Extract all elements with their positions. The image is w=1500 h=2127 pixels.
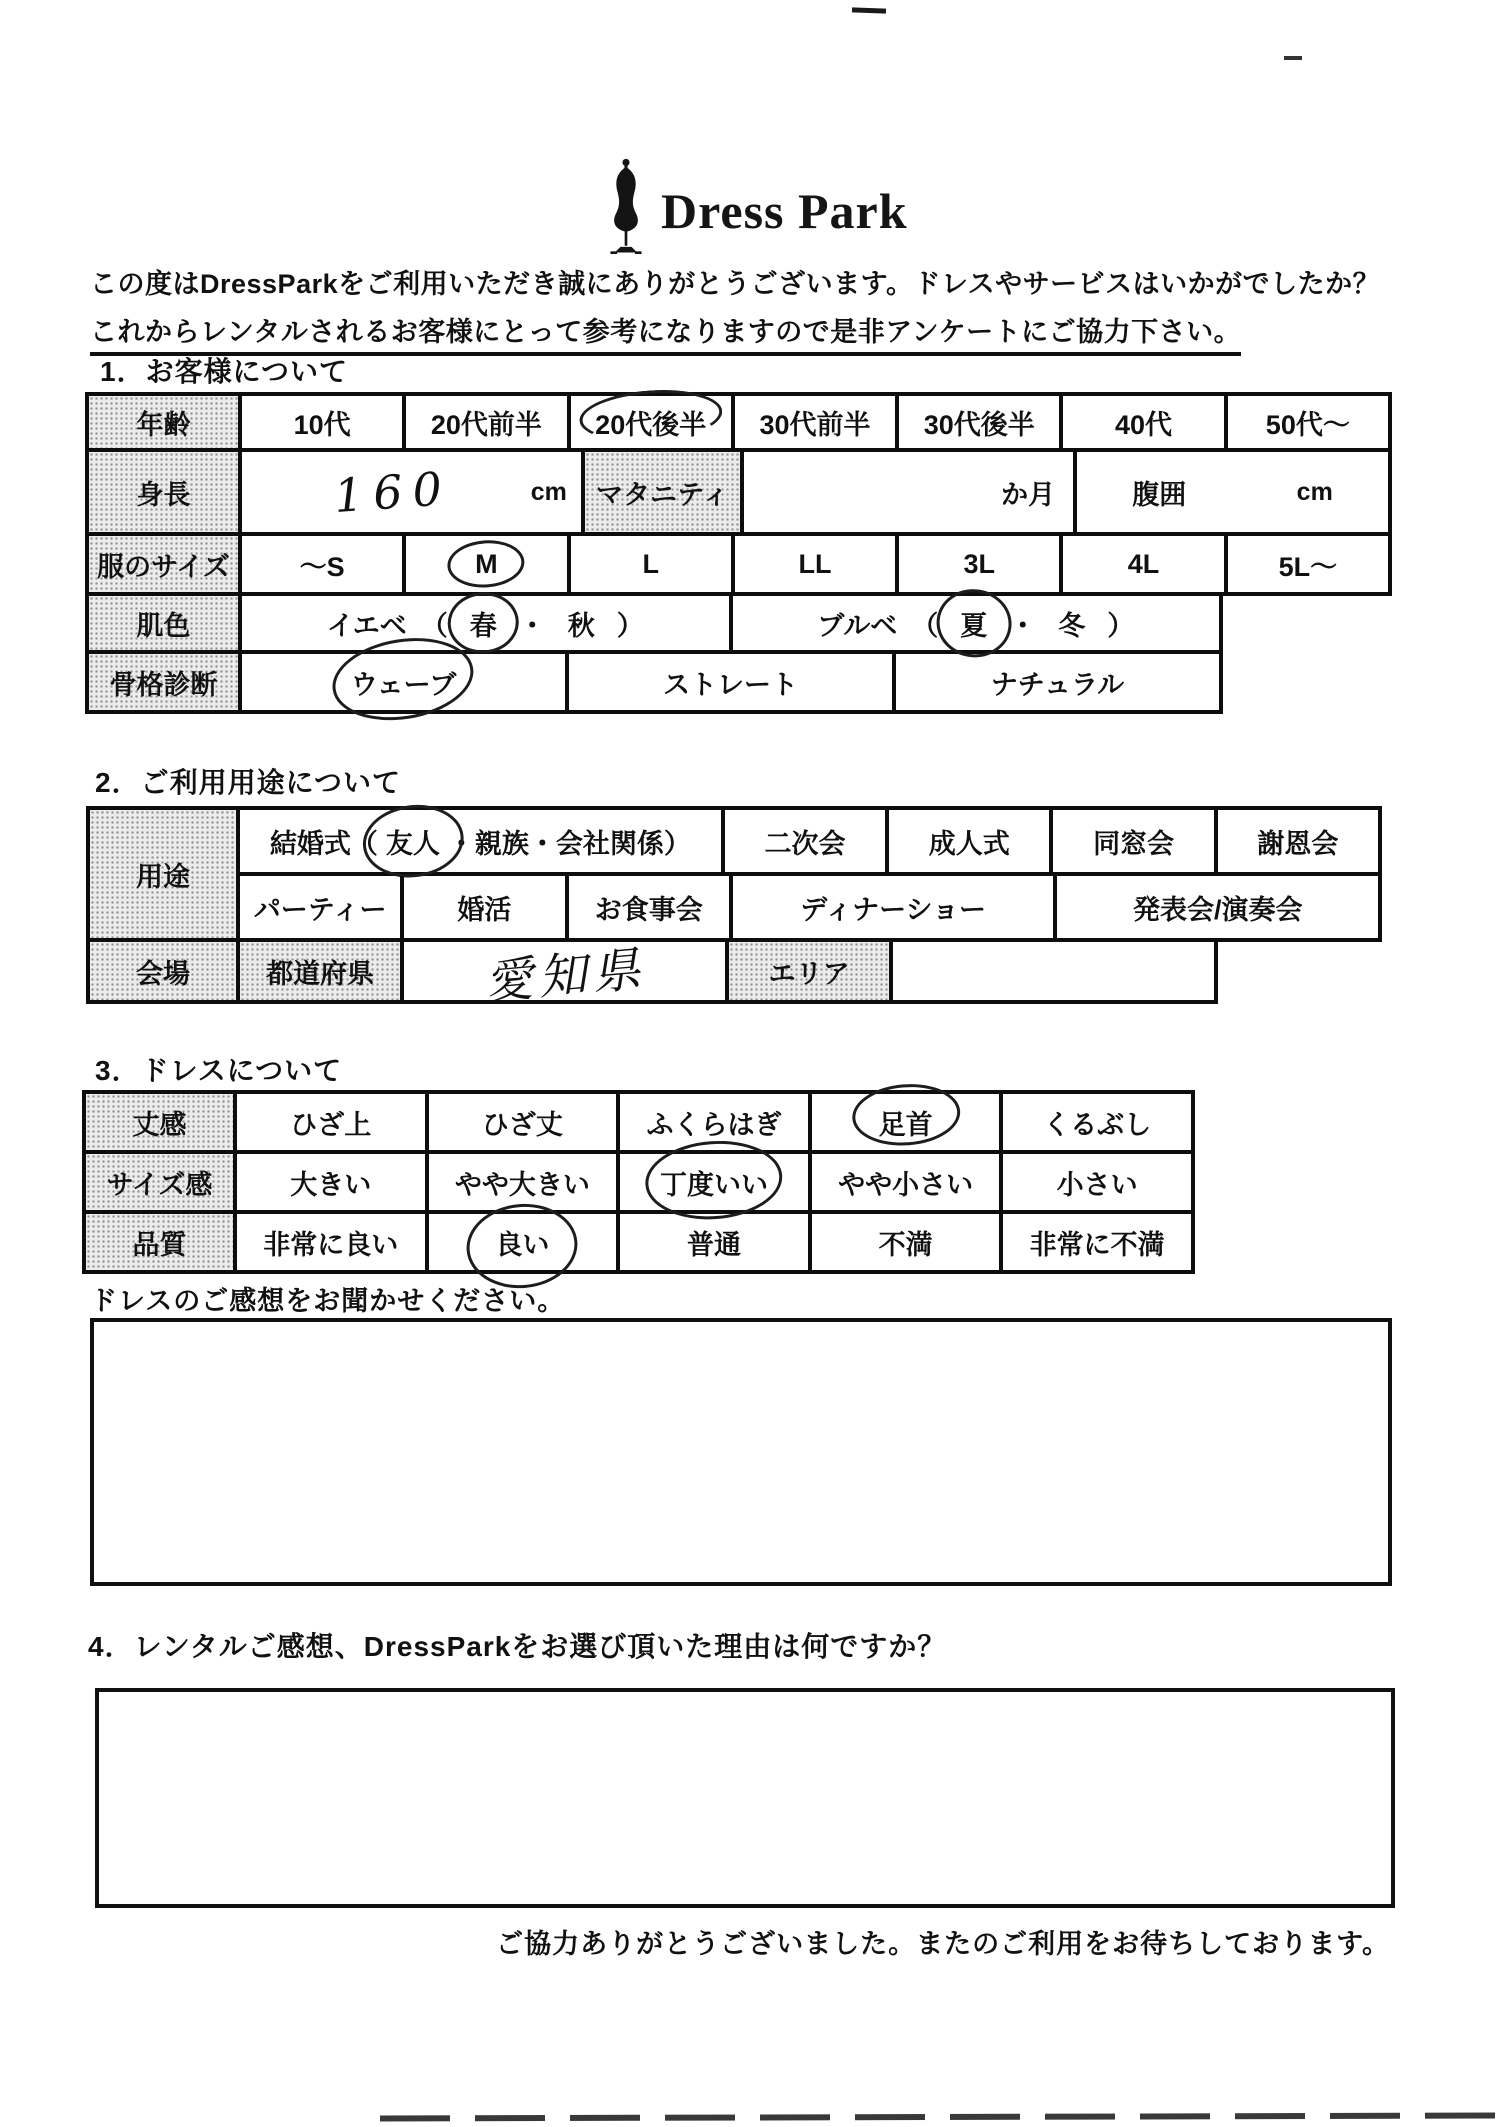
- intro-line-1: この度はDressParkをご利用いただき誠にありがとうございます。ドレスやサービスはいかがでしたか？: [90, 269, 1381, 299]
- fit-option: 丁度いい: [620, 1154, 812, 1210]
- purpose-block: [86, 806, 1382, 942]
- height-header: 身長: [89, 452, 242, 532]
- area-header: エリア: [729, 942, 893, 1000]
- size-option: M: [406, 536, 570, 592]
- area-value-cell: [893, 942, 1214, 1000]
- length-option: ひざ上: [237, 1094, 429, 1150]
- quality-option: 良い: [429, 1214, 621, 1270]
- purpose-option: 発表会/演奏会: [1132, 894, 1303, 925]
- purpose-option: パーティー: [240, 876, 404, 938]
- age-option: 50代～: [1265, 409, 1350, 440]
- quality-option: 非常に不満: [1029, 1229, 1165, 1260]
- size-option: L: [571, 536, 735, 592]
- intro-block: [90, 262, 1440, 356]
- handwritten-height-value: 160: [332, 460, 455, 524]
- skin-tone-header: 肌色: [89, 596, 242, 650]
- customer-table: [85, 392, 1392, 714]
- size-option: LL: [735, 536, 899, 592]
- section-2-heading: 2．ご利用用途について: [95, 767, 402, 798]
- yellow-base-cell: イエベ （ 春 ・ 秋 ）: [242, 596, 733, 650]
- skeleton-option: ナチュラル: [990, 669, 1125, 700]
- length-option: ふくらはぎ: [620, 1094, 812, 1150]
- section-4-heading: 4．レンタルご感想、DressParkをお選び頂いた理由は何ですか？: [88, 1631, 947, 1662]
- quality-header: 品質: [86, 1214, 237, 1270]
- purpose-option: 成人式: [889, 810, 1053, 872]
- fit-row: [82, 1150, 1195, 1214]
- autumn-option: 秋: [567, 610, 595, 641]
- length-row: [82, 1090, 1195, 1154]
- maternity-months-cell: か月: [744, 452, 1077, 532]
- blue-base-cell: ブルベ （ 夏 ・ 冬 ）: [733, 596, 1220, 650]
- intro-line-2: これからレンタルされるお客様にとって参考になりますので是非アンケートにご協力下さい。: [90, 310, 1241, 356]
- age-option: 40代: [1063, 396, 1227, 448]
- purpose-option: 婚活: [404, 876, 568, 938]
- fit-header: サイズ感: [86, 1154, 237, 1210]
- clothing-size-row: [85, 532, 1392, 596]
- age-option: 30代後半: [899, 396, 1063, 448]
- dress-feedback-box: [90, 1318, 1392, 1586]
- logo: [603, 158, 908, 263]
- wedding-cell: 結婚式（ 友人 ・親族・会社関係）: [240, 810, 725, 872]
- size-option: 4L: [1063, 536, 1227, 592]
- age-option: 20代後半: [571, 396, 735, 448]
- purpose-option: 同窓会: [1053, 810, 1217, 872]
- skeleton-row: [85, 650, 1223, 714]
- waist-cell: [1077, 452, 1388, 532]
- quality-option: 普通: [620, 1214, 812, 1270]
- fit-option: 大きい: [237, 1154, 429, 1210]
- age-row: [85, 392, 1392, 452]
- section-3-heading: 3．ドレスについて: [95, 1055, 343, 1086]
- scan-artifact-bottom-edge: [380, 2113, 1500, 2122]
- scan-artifact-top-right: [1284, 56, 1302, 60]
- logo-text: Dress Park: [661, 182, 908, 239]
- rental-feedback-box: [95, 1688, 1395, 1908]
- quality-option: 不満: [812, 1214, 1004, 1270]
- height-row: [85, 448, 1392, 536]
- skin-tone-row: [85, 592, 1223, 654]
- waist-unit: cm: [1296, 477, 1333, 506]
- clothing-size-header: 服のサイズ: [89, 536, 242, 592]
- fit-option: やや小さい: [812, 1154, 1004, 1210]
- quality-option: 非常に良い: [237, 1214, 429, 1270]
- spring-option: 春: [462, 603, 505, 644]
- maternity-header: マタニティ: [585, 452, 744, 532]
- skeleton-option: ウェーブ: [242, 654, 569, 710]
- height-value-cell: [242, 452, 585, 532]
- fit-option: 小さい: [1056, 1169, 1138, 1200]
- section-1-heading: 1．お客様について: [100, 356, 349, 387]
- length-option: くるぶし: [1043, 1109, 1152, 1140]
- purpose-option: 二次会: [725, 810, 889, 872]
- size-option: ～S: [242, 536, 406, 592]
- prefecture-header: 都道府県: [240, 942, 404, 1000]
- closing-message: ご協力ありがとうございました。またのご利用をお待ちしております。: [496, 1929, 1390, 1959]
- skeleton-header: 骨格診断: [89, 654, 242, 710]
- age-option: 30代前半: [735, 396, 899, 448]
- quality-row: [82, 1210, 1195, 1274]
- size-option: 3L: [899, 536, 1063, 592]
- length-option: 足首: [812, 1094, 1004, 1150]
- skeleton-option: ストレート: [569, 654, 896, 710]
- handwritten-prefecture: 愛知県: [481, 940, 649, 1011]
- purpose-header: 用途: [90, 810, 240, 938]
- age-option: 10代: [242, 396, 406, 448]
- waist-label: 腹囲: [1132, 479, 1187, 510]
- scan-artifact-top: [852, 7, 886, 13]
- dress-table: [82, 1090, 1195, 1274]
- summer-option: 夏: [952, 603, 995, 644]
- purpose-row-1: [240, 810, 1378, 876]
- prefecture-value-cell: [404, 940, 729, 1011]
- purpose-option: ディナーショー: [733, 876, 1058, 938]
- purpose-option: 謝恩会: [1257, 828, 1339, 859]
- venue-header: 会場: [90, 942, 240, 1000]
- wedding-friend-option: 友人: [378, 821, 448, 862]
- winter-option: 冬: [1058, 610, 1086, 641]
- venue-row: [86, 938, 1218, 1011]
- height-unit: cm: [530, 477, 567, 506]
- age-header: 年齢: [89, 396, 242, 448]
- length-option: ひざ丈: [429, 1094, 621, 1150]
- purpose-option: お食事会: [569, 876, 733, 938]
- purpose-row-2: [240, 876, 1378, 938]
- usage-table: [86, 806, 1382, 1011]
- fit-option: やや大きい: [429, 1154, 621, 1210]
- dress-form-mannequin-icon: [603, 158, 649, 263]
- size-option: 5L～: [1278, 551, 1338, 582]
- length-header: 丈感: [86, 1094, 237, 1150]
- dress-feedback-prompt: ドレスのご感想をお聞かせください。: [90, 1286, 566, 1316]
- age-option: 20代前半: [406, 396, 570, 448]
